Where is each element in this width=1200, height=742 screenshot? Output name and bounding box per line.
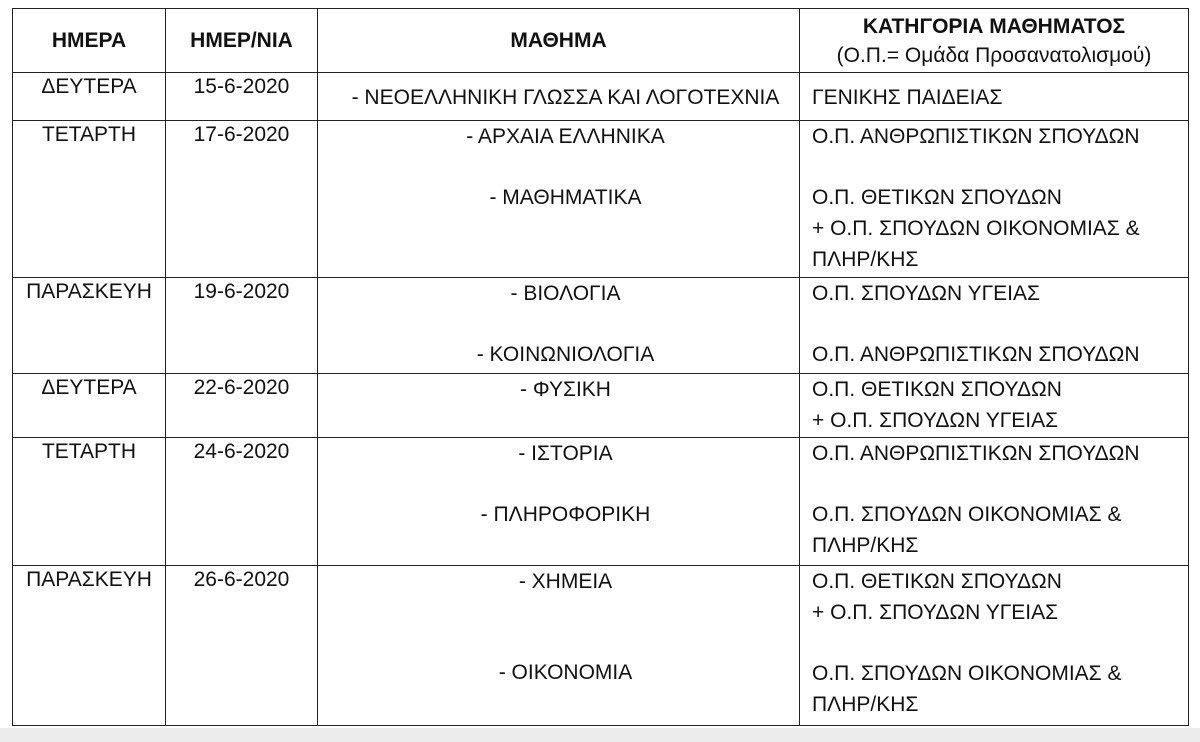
- subject-item: - ΒΙΟΛΟΓΙΑ: [510, 282, 621, 305]
- subject-item: - ΧΗΜΕΙΑ: [518, 570, 613, 593]
- category-line: + Ο.Π. ΣΠΟΥΔΩΝ ΥΓΕΙΑΣ: [812, 601, 1059, 624]
- day-cell: ΔΕΥΤΕΡΑ: [13, 73, 166, 121]
- day-cell: ΠΑΡΑΣΚΕΥΗ: [13, 278, 166, 374]
- table-row: [13, 566, 1189, 726]
- category-line: Ο.Π. ΣΠΟΥΔΩΝ ΟΙΚΟΝΟΜΙΑΣ &: [812, 503, 1122, 526]
- day-cell: ΔΕΥΤΕΡΑ: [13, 374, 166, 438]
- category-line: ΠΛΗΡ/ΚΗΣ: [812, 693, 919, 716]
- page-bottom-band: [0, 728, 1200, 742]
- category-line: Ο.Π. ΑΝΘΡΩΠΙΣΤΙΚΩΝ ΣΠΟΥΔΩΝ: [812, 343, 1140, 366]
- category-line: + Ο.Π. ΣΠΟΥΔΩΝ ΥΓΕΙΑΣ: [812, 409, 1059, 432]
- date-cell: 19-6-2020: [166, 278, 318, 374]
- subject-cell: [318, 278, 800, 374]
- date-cell: 22-6-2020: [166, 374, 318, 438]
- header-category-note: (Ο.Π.= Ομάδα Προσανατολισμού): [836, 43, 1152, 67]
- header-category: [800, 9, 1189, 73]
- category-line: Ο.Π. ΘΕΤΙΚΩΝ ΣΠΟΥΔΩΝ: [812, 378, 1062, 401]
- day-cell: ΠΑΡΑΣΚΕΥΗ: [13, 566, 166, 726]
- header-category-title: ΚΑΤΗΓΟΡΙΑ ΜΑΘΗΜΑΤΟΣ: [862, 14, 1126, 38]
- category-line: Ο.Π. ΘΕΤΙΚΩΝ ΣΠΟΥΔΩΝ: [812, 186, 1062, 209]
- subject-item: - ΙΣΤΟΡΙΑ: [518, 442, 613, 465]
- category-line: Ο.Π. ΣΠΟΥΔΩΝ ΟΙΚΟΝΟΜΙΑΣ &: [812, 662, 1122, 685]
- date-cell: 17-6-2020: [166, 121, 318, 278]
- subject-item: - ΦΥΣΙΚΗ: [520, 378, 611, 401]
- table-row: [13, 278, 1189, 374]
- header-date: ΗΜΕΡ/ΝΙΑ: [166, 9, 318, 73]
- table-row: [13, 73, 1189, 121]
- category-line: Ο.Π. ΘΕΤΙΚΩΝ ΣΠΟΥΔΩΝ: [812, 570, 1062, 593]
- table-row: [13, 374, 1189, 438]
- subject-cell: [318, 121, 800, 278]
- subject-cell: [318, 438, 800, 566]
- subject-item: - ΝΕΟΕΛΛΗΝΙΚΗ ΓΛΩΣΣΑ ΚΑΙ ΛΟΓΟΤΕΧΝΙΑ: [351, 86, 780, 109]
- date-cell: 26-6-2020: [166, 566, 318, 726]
- subject-item: - ΜΑΘΗΜΑΤΙΚΑ: [489, 186, 642, 209]
- category-line: Ο.Π. ΣΠΟΥΔΩΝ ΥΓΕΙΑΣ: [812, 282, 1041, 305]
- subject-cell: [318, 566, 800, 726]
- subject-item: - ΟΙΚΟΝΟΜΙΑ: [498, 661, 633, 684]
- day-cell: ΤΕΤΑΡΤΗ: [13, 121, 166, 278]
- table-row: [13, 438, 1189, 566]
- category-line: + Ο.Π. ΣΠΟΥΔΩΝ ΟΙΚΟΝΟΜΙΑΣ &: [812, 217, 1140, 240]
- header-subject: ΜΑΘΗΜΑ: [318, 9, 800, 73]
- category-line: ΠΛΗΡ/ΚΗΣ: [812, 248, 919, 271]
- subject-item: - ΚΟΙΝΩΝΙΟΛΟΓΙΑ: [476, 343, 655, 366]
- header-day: ΗΜΕΡΑ: [13, 9, 166, 73]
- subject-cell: [318, 374, 800, 438]
- date-cell: 15-6-2020: [166, 73, 318, 121]
- subject-item: - ΑΡΧΑΙΑ ΕΛΛΗΝΙΚΑ: [466, 125, 665, 148]
- exam-schedule-table: [12, 8, 1189, 726]
- subject-item: - ΠΛΗΡΟΦΟΡΙΚΗ: [480, 503, 651, 526]
- header-row: [13, 9, 1189, 73]
- category-cell: [800, 121, 1189, 278]
- category-line: Ο.Π. ΑΝΘΡΩΠΙΣΤΙΚΩΝ ΣΠΟΥΔΩΝ: [812, 125, 1140, 148]
- category-cell: [800, 278, 1189, 374]
- subject-cell: [318, 73, 800, 121]
- category-line: ΠΛΗΡ/ΚΗΣ: [812, 534, 919, 557]
- category-cell: [800, 438, 1189, 566]
- category-cell: [800, 73, 1189, 121]
- category-line: Ο.Π. ΑΝΘΡΩΠΙΣΤΙΚΩΝ ΣΠΟΥΔΩΝ: [812, 442, 1140, 465]
- category-cell: [800, 566, 1189, 726]
- table-row: [13, 121, 1189, 278]
- category-cell: [800, 374, 1189, 438]
- date-cell: 24-6-2020: [166, 438, 318, 566]
- day-cell: ΤΕΤΑΡΤΗ: [13, 438, 166, 566]
- category-line: ΓΕΝΙΚΗΣ ΠΑΙΔΕΙΑΣ: [812, 86, 1003, 109]
